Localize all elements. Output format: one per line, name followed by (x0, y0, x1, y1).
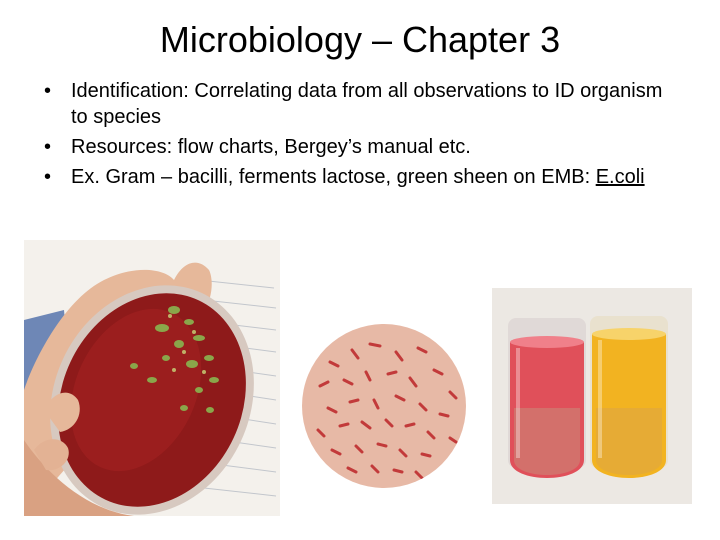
bullet-text: Ex. Gram – bacilli, ferments lactose, green sheen on EMB: (71, 166, 596, 188)
emb-agar-plate-image (24, 240, 280, 516)
slide-title: Microbiology – Chapter 3 (159, 19, 561, 60)
bullet-item (44, 134, 684, 160)
test-tubes-image (492, 288, 692, 504)
bullet-marker: • (44, 80, 52, 102)
bullet-item (44, 164, 684, 190)
bullet-marker: • (44, 166, 52, 188)
bullet-text: Identification: Correlating data from all observations to ID organism to species (71, 80, 663, 128)
bullet-text: Resources: flow charts, Bergey’s manual etc. (71, 136, 471, 158)
bullet-list (44, 78, 684, 194)
lactose-fermentation-tubes-photo (492, 288, 692, 504)
organism-name: E.coli (595, 166, 645, 188)
emb-agar-plate-photo (24, 240, 280, 516)
gram-stain-image (300, 322, 468, 490)
gram-stain-microscopy-photo (300, 322, 468, 490)
bullet-marker: • (44, 136, 52, 158)
bullet-item (44, 78, 684, 130)
